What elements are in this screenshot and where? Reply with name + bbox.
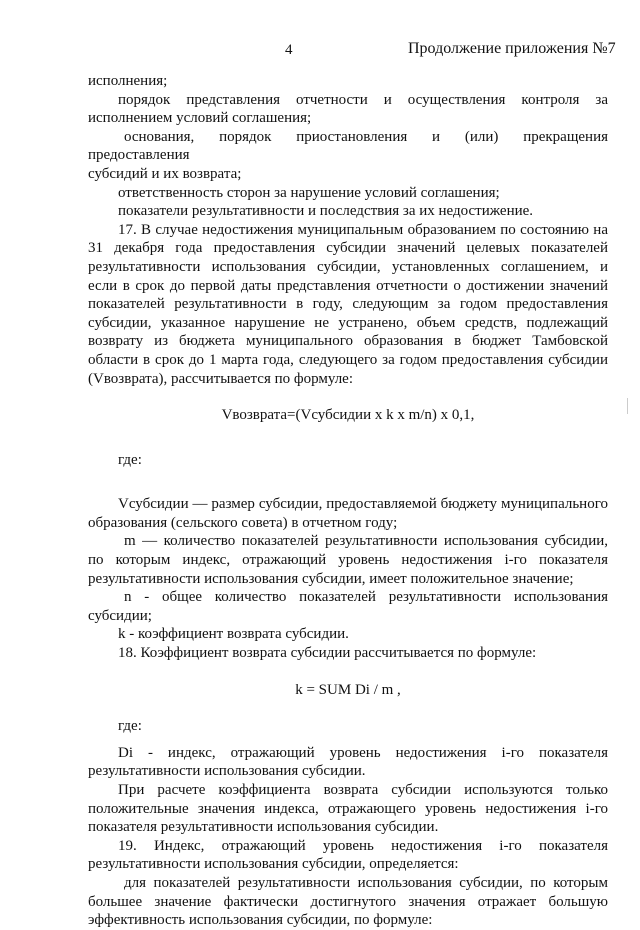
page-number: 4: [285, 42, 293, 58]
text-line: области в срок до 1 марта года, следующего за годом предоставления субсидии: [88, 351, 608, 368]
definition-vsubsidy: [88, 495, 608, 532]
efficiency-paragraph: [88, 874, 608, 930]
text-line: результативности использования субсидии, установленных соглашением, и: [88, 258, 608, 275]
text-line: результативности использования субсидии, имеет положительное значение;: [88, 570, 574, 587]
text-line: m — количество показателей результативности использования субсидии,: [124, 533, 608, 550]
text-line: субсидии;: [88, 607, 152, 624]
where-label: где:: [118, 718, 142, 735]
definition-m: [88, 532, 608, 588]
text-line: Vсубсидии — размер субсидии, предоставляемой бюджету муниципального: [118, 496, 608, 513]
text-line: 31 декабря года предоставления субсидии значений целевых показателей: [88, 240, 608, 257]
formula-k: k = SUM Di / m ,: [295, 681, 401, 698]
definition-di: [88, 744, 608, 781]
text-line: При расчете коэффициента возврата субсидии используются только: [118, 782, 608, 798]
text-line: порядок представления отчетности и осуществления контроля за: [118, 91, 608, 108]
text-line: ответственность сторон за нарушение условий соглашения;: [118, 184, 500, 201]
text-line: показателя результативности использования субсидии.: [88, 819, 439, 836]
scan-margin-mark: [627, 398, 628, 414]
text-line: результативности использования субсидии, определяется:: [88, 856, 459, 873]
definition-n: [88, 588, 608, 625]
text-line: эффективность использования субсидии, по формуле:: [88, 912, 433, 929]
text-line: большее значение фактически достигнутого значения отражает большую: [88, 893, 608, 910]
where-label: где:: [118, 451, 142, 468]
text-line: для показателей результативности использования субсидии, по которым: [124, 874, 608, 891]
text-line: показателей результативности в году, следующим за годом предоставления: [88, 296, 608, 313]
formula-return-volume: Vвозврата=(Vсубсидии x k x m/n) x 0,1,: [221, 407, 475, 424]
text-line: показатели результативности и последствия за их недостижение.: [118, 203, 534, 220]
text-line: положительные значения индекса, отражающего уровень недостижения i-го: [88, 800, 608, 817]
text-line: субсидий и их возврата;: [88, 165, 242, 182]
text-line: 19. Индекс, отражающий уровень недостижения i-го показателя: [118, 837, 608, 854]
text-line: возврату из бюджета муниципального образования в бюджет Тамбовской: [88, 333, 608, 350]
text-line: если в срок до первой даты представления отчетности о достижении значений: [88, 277, 608, 294]
text-line: основания, порядок приостановления и (или) прекращения предоставления: [88, 128, 608, 164]
definition-k: k - коэффициент возврата субсидии.: [118, 626, 349, 643]
text-line: исполнением условий соглашения;: [88, 110, 312, 127]
text-line: (Vвозврата), рассчитывается по формуле:: [88, 370, 354, 387]
text-line: исполнения;: [88, 73, 168, 89]
text-line: субсидии, указанное нарушение не устранено, объем средств, подлежащий: [88, 314, 608, 331]
document-body: [88, 72, 608, 930]
page-header-continuation: Продолжение приложения №7: [408, 40, 616, 57]
text-line: Di - индекс, отражающий уровень недостижения i-го показателя: [118, 744, 608, 761]
text-line: результативности использования субсидии.: [88, 763, 366, 780]
paragraph-19: [88, 837, 608, 874]
calculation-note: [88, 781, 608, 837]
text-line: по которым индекс, отражающий уровень недостижения i-го показателя: [88, 552, 608, 569]
text-line: 17. В случае недостижения муниципальным образованием по состоянию на: [118, 221, 608, 238]
text-line: n - общее количество показателей результативности использования: [124, 589, 608, 606]
text-line: образования (сельского совета) в отчетном году;: [88, 514, 398, 531]
paragraph-17: [88, 221, 608, 388]
paragraph-18: 18. Коэффициент возврата субсидии рассчитывается по формуле:: [118, 645, 537, 662]
